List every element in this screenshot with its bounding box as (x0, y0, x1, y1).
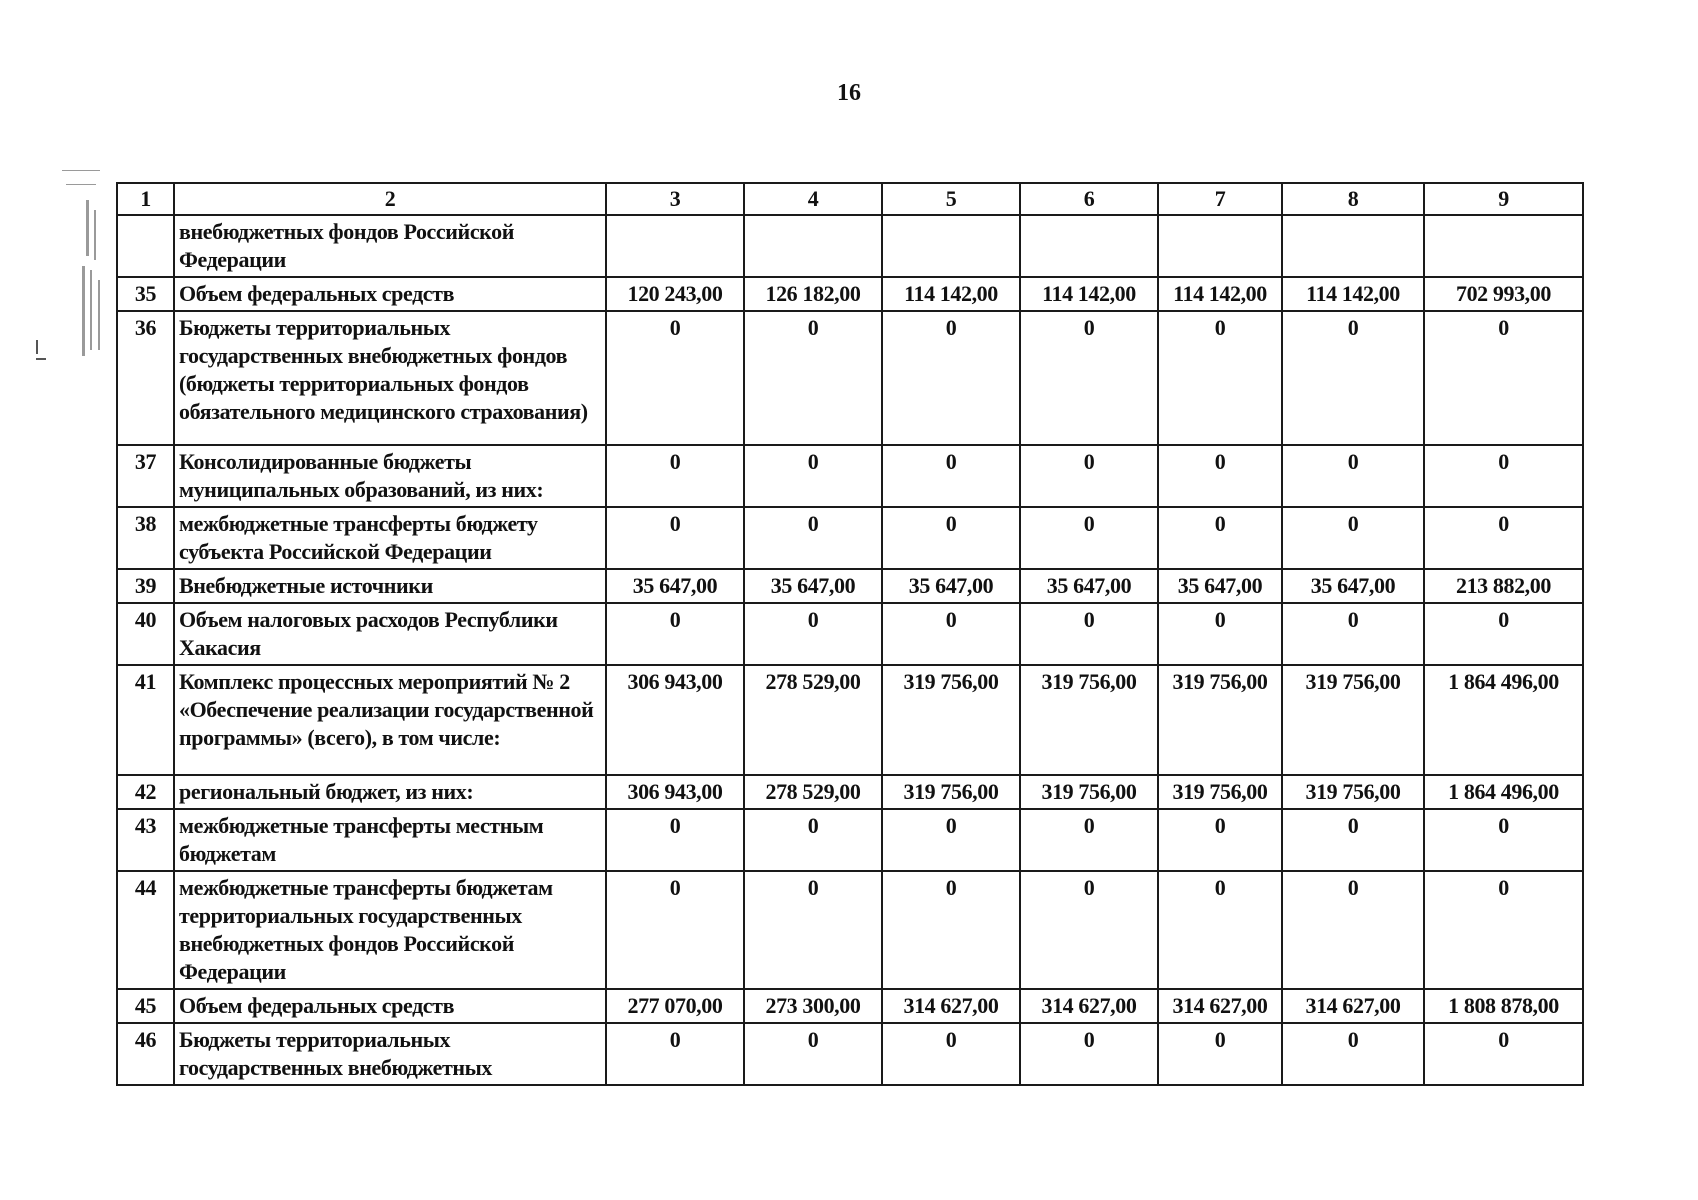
row-number-cell: 36 (117, 311, 174, 445)
table-header-row (117, 183, 1583, 215)
value-cell: 0 (882, 603, 1020, 665)
value-cell (1158, 215, 1282, 277)
value-cell: 319 756,00 (1158, 665, 1282, 775)
value-cell: 35 647,00 (606, 569, 744, 603)
value-cell: 0 (744, 809, 882, 871)
header-cell: 7 (1158, 183, 1282, 215)
value-cell: 0 (1020, 1023, 1158, 1085)
table-row (117, 665, 1583, 775)
row-number-cell: 37 (117, 445, 174, 507)
value-cell: 314 627,00 (882, 989, 1020, 1023)
value-cell: 0 (1020, 809, 1158, 871)
row-label-cell: Комплекс процессных мероприятий № 2 «Обеспечение реализации государственной программы» (всего), в том числе: (174, 665, 606, 775)
value-cell: 35 647,00 (1158, 569, 1282, 603)
value-cell: 35 647,00 (882, 569, 1020, 603)
value-cell: 314 627,00 (1020, 989, 1158, 1023)
row-number-cell: 40 (117, 603, 174, 665)
value-cell (1020, 215, 1158, 277)
value-cell: 1 864 496,00 (1424, 775, 1583, 809)
value-cell: 0 (882, 871, 1020, 989)
value-cell: 319 756,00 (882, 775, 1020, 809)
value-cell: 0 (606, 809, 744, 871)
value-cell (1424, 215, 1583, 277)
value-cell: 0 (1424, 445, 1583, 507)
value-cell: 120 243,00 (606, 277, 744, 311)
value-cell: 0 (1282, 871, 1424, 989)
value-cell: 277 070,00 (606, 989, 744, 1023)
row-label-cell: Объем федеральных средств (174, 277, 606, 311)
value-cell (1282, 215, 1424, 277)
value-cell: 35 647,00 (1282, 569, 1424, 603)
value-cell: 35 647,00 (1020, 569, 1158, 603)
table-row (117, 989, 1583, 1023)
value-cell: 0 (1158, 445, 1282, 507)
row-label-cell: внебюджетных фондов Российской Федерации (174, 215, 606, 277)
row-number-cell: 45 (117, 989, 174, 1023)
header-cell: 4 (744, 183, 882, 215)
row-label-cell: региональный бюджет, из них: (174, 775, 606, 809)
row-label-cell: Бюджеты территориальных государственных внебюджетных фондов (бюджеты территориальных фондов обязательного медицинского страхования) (174, 311, 606, 445)
value-cell: 0 (606, 311, 744, 445)
value-cell: 0 (1282, 445, 1424, 507)
table-row (117, 775, 1583, 809)
value-cell: 0 (744, 445, 882, 507)
value-cell: 0 (606, 1023, 744, 1085)
value-cell: 0 (744, 603, 882, 665)
row-label-cell: Объем федеральных средств (174, 989, 606, 1023)
value-cell: 0 (1158, 809, 1282, 871)
value-cell: 0 (1020, 871, 1158, 989)
value-cell: 0 (1158, 871, 1282, 989)
table-row (117, 215, 1583, 277)
value-cell: 0 (1158, 603, 1282, 665)
table-row (117, 603, 1583, 665)
value-cell: 1 808 878,00 (1424, 989, 1583, 1023)
table-row (117, 445, 1583, 507)
table-row (117, 311, 1583, 445)
value-cell: 0 (1424, 311, 1583, 445)
header-cell: 9 (1424, 183, 1583, 215)
value-cell: 0 (1020, 311, 1158, 445)
value-cell: 0 (606, 507, 744, 569)
value-cell: 319 756,00 (1020, 775, 1158, 809)
value-cell (744, 215, 882, 277)
header-cell: 3 (606, 183, 744, 215)
value-cell: 0 (1158, 1023, 1282, 1085)
value-cell: 35 647,00 (744, 569, 882, 603)
value-cell: 0 (882, 311, 1020, 445)
value-cell: 0 (1158, 311, 1282, 445)
row-number-cell: 43 (117, 809, 174, 871)
value-cell: 319 756,00 (1020, 665, 1158, 775)
row-label-cell: межбюджетные трансферты местным бюджетам (174, 809, 606, 871)
row-number-cell: 41 (117, 665, 174, 775)
header-cell: 6 (1020, 183, 1158, 215)
row-number-cell: 38 (117, 507, 174, 569)
row-number-cell (117, 215, 174, 277)
value-cell: 126 182,00 (744, 277, 882, 311)
value-cell: 273 300,00 (744, 989, 882, 1023)
value-cell: 278 529,00 (744, 665, 882, 775)
row-number-cell: 35 (117, 277, 174, 311)
header-cell: 1 (117, 183, 174, 215)
value-cell: 0 (606, 603, 744, 665)
value-cell: 114 142,00 (1158, 277, 1282, 311)
margin-scan-marks (36, 170, 106, 380)
value-cell: 0 (882, 507, 1020, 569)
value-cell: 278 529,00 (744, 775, 882, 809)
value-cell: 0 (606, 445, 744, 507)
value-cell: 0 (744, 507, 882, 569)
table-row (117, 507, 1583, 569)
value-cell: 0 (744, 311, 882, 445)
value-cell: 0 (1424, 1023, 1583, 1085)
value-cell: 319 756,00 (882, 665, 1020, 775)
table-row (117, 277, 1583, 311)
table-body (117, 183, 1583, 1085)
value-cell: 0 (1282, 507, 1424, 569)
value-cell: 114 142,00 (882, 277, 1020, 311)
row-label-cell: межбюджетные трансферты бюджету субъекта Российской Федерации (174, 507, 606, 569)
value-cell (882, 215, 1020, 277)
value-cell: 0 (1424, 507, 1583, 569)
value-cell: 0 (882, 1023, 1020, 1085)
row-number-cell: 46 (117, 1023, 174, 1085)
row-label-cell: межбюджетные трансферты бюджетам территориальных государственных внебюджетных фондов Российской Федерации (174, 871, 606, 989)
row-label-cell: Внебюджетные источники (174, 569, 606, 603)
header-cell: 5 (882, 183, 1020, 215)
value-cell: 0 (1424, 603, 1583, 665)
value-cell: 213 882,00 (1424, 569, 1583, 603)
value-cell: 0 (606, 871, 744, 989)
budget-table (116, 182, 1584, 1086)
value-cell: 1 864 496,00 (1424, 665, 1583, 775)
value-cell: 0 (1020, 507, 1158, 569)
row-number-cell: 42 (117, 775, 174, 809)
row-number-cell: 39 (117, 569, 174, 603)
value-cell: 0 (882, 809, 1020, 871)
value-cell: 0 (1282, 311, 1424, 445)
value-cell: 306 943,00 (606, 775, 744, 809)
value-cell (606, 215, 744, 277)
row-label-cell: Бюджеты территориальных государственных внебюджетных (174, 1023, 606, 1085)
row-number-cell: 44 (117, 871, 174, 989)
value-cell: 0 (1020, 445, 1158, 507)
value-cell: 702 993,00 (1424, 277, 1583, 311)
value-cell: 314 627,00 (1282, 989, 1424, 1023)
value-cell: 0 (1424, 871, 1583, 989)
value-cell: 0 (744, 1023, 882, 1085)
value-cell: 0 (1282, 1023, 1424, 1085)
value-cell: 319 756,00 (1282, 665, 1424, 775)
row-label-cell: Объем налоговых расходов Республики Хакасия (174, 603, 606, 665)
value-cell: 306 943,00 (606, 665, 744, 775)
value-cell: 0 (1424, 809, 1583, 871)
page-number: 16 (837, 80, 861, 106)
row-label-cell: Консолидированные бюджеты муниципальных образований, из них: (174, 445, 606, 507)
value-cell: 319 756,00 (1158, 775, 1282, 809)
value-cell: 114 142,00 (1020, 277, 1158, 311)
value-cell: 0 (1158, 507, 1282, 569)
value-cell: 0 (882, 445, 1020, 507)
value-cell: 114 142,00 (1282, 277, 1424, 311)
value-cell: 0 (1282, 809, 1424, 871)
value-cell: 319 756,00 (1282, 775, 1424, 809)
table-row (117, 569, 1583, 603)
value-cell: 314 627,00 (1158, 989, 1282, 1023)
header-cell: 8 (1282, 183, 1424, 215)
table-row (117, 809, 1583, 871)
value-cell: 0 (1282, 603, 1424, 665)
value-cell: 0 (744, 871, 882, 989)
header-cell: 2 (174, 183, 606, 215)
table-row (117, 871, 1583, 989)
value-cell: 0 (1020, 603, 1158, 665)
table-row (117, 1023, 1583, 1085)
